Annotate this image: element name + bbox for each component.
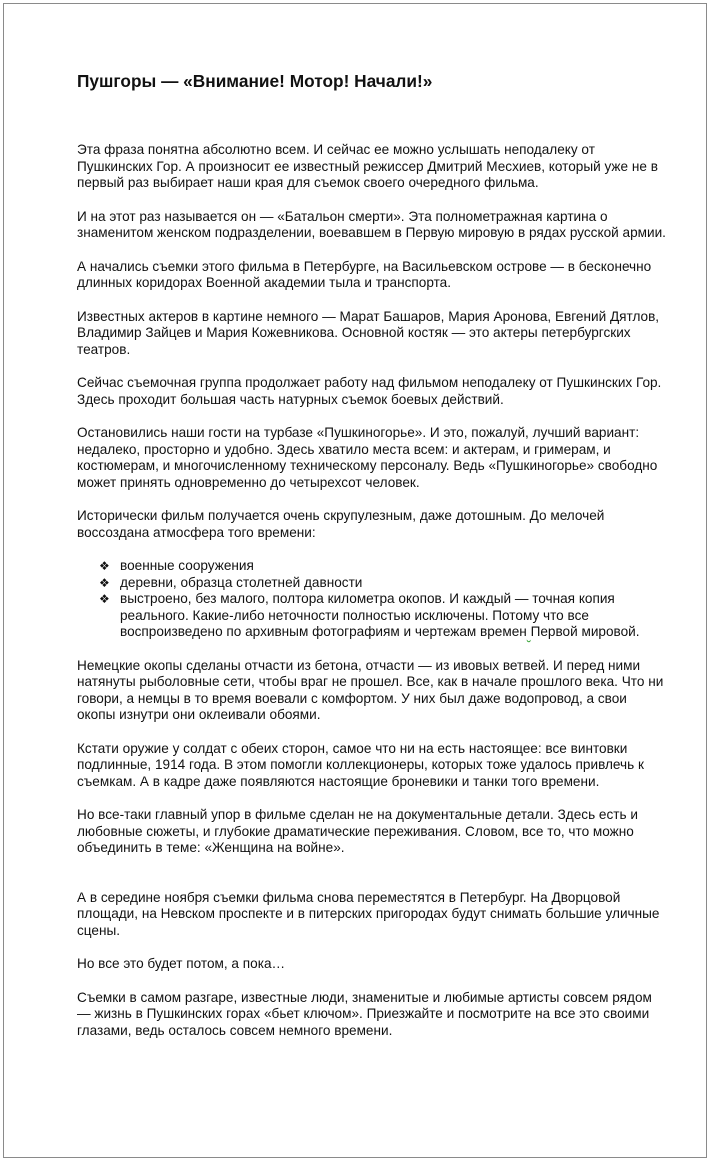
paragraph: Но все это будет потом, а пока… [77,956,286,971]
list-item [99,591,667,641]
list-item-text: деревни, образца столетней давности [120,574,363,590]
article-body [77,142,667,1056]
paragraph: Известных актеров в картине немного — Марат Башаров, Мария Аронова, Евгений Дятлов, Владимир Зайцев и Мария Кожевникова. Основной костяк — это актеры петербургских театров. [77,308,660,357]
article-title: Пушгоры — «Внимание! Мотор! Начали!» [77,71,433,91]
list-item-text: Первой [530,624,578,639]
paragraph: Но все-таки главный упор в фильме сделан не на документальные детали. Здесь есть и любовные сюжеты, и глубокие драматические переживания. Словом, все то, что можно объединить в теме: «Женщина на войне». [77,807,638,855]
list-item-text: мировой. [581,624,640,639]
paragraph: Эта фраза понятна абсолютно всем. И сейчас ее можно услышать неподалеку от Пушкинских Гор. А произносит ее известный режиссер Дмитрий Месхиев, который уже не в первый раз выбирает наши края для съемок своего очередного фильма. [77,142,658,190]
document-page [3,3,707,1158]
bullet-list [77,558,667,641]
paragraph: Немецкие окопы сделаны отчасти из бетона, отчасти — из ивовых ветвей. И перед ними натянуты рыболовные сети, чтобы враг не прошел. Все, как в начале прошлого века. Что ни говори, а немцы в то время воевали с комфортом. У них был даже водопровод, а свои окопы изнутри они оклеивали обоями. [77,657,664,722]
paragraph: А начались съемки этого фильма в Петербурге, на Васильевском острове — в бесконечно длинных коридорах Военной академии тыла и транспорта. [77,258,652,290]
paragraph: А в середине ноября съемки фильма снова переместятся в Петербург. На Дворцовой площади, на Невском проспекте и в питерских пригородах будут снимать большие уличные сцены. [77,889,660,938]
paragraph: Сейчас съемочная группа продолжает работу над фильмом неподалеку от Пушкинских Гор. Здесь проходит большая часть натурных съемок боевых действий. [77,375,662,407]
diamond-bullet-icon: ❖ [99,559,110,573]
paragraph: Остановились наши гости на турбазе «Пушкиногорье». И это, пожалуй, лучший вариант: недалеко, просторно и удобно. Здесь хватило места всем: и актерам, и гримерам, и костюмерам, и многочисленному техническому персоналу. Ведь «Пушкиногорье» свободно может принять одновременно до четырехсот человек. [77,425,658,490]
diamond-bullet-icon: ❖ [99,592,110,606]
list-item [99,558,667,575]
paragraph: И на этот раз называется он — «Батальон смерти». Эта полнометражная картина о знаменитом женском подразделении, воевавшем в Первую мировую в рядах русской армии. [77,208,666,240]
list-item-text: выстроено, без малого, полтора километра окопов. И каждый — точная копия реального. Какие-либо неточности полностью исключены. Потому что все воспроизведено по архивным фотографиям и чертежам времен [120,591,615,639]
paragraph: Кстати оружие у солдат с обеих сторон, самое что ни на есть настоящее: все винтовки подлинные, 1914 года. В этом помогли коллекционеры, которых тоже удалось привлечь к съемкам. А в кадре даже появляются настоящие броневики и танки того времени. [77,740,644,789]
paragraph: Съемки в самом разгаре, известные люди, знаменитые и любимые артисты совсем рядом — жизнь в Пушкинских горах «бьет ключом». Приезжайте и посмотрите на все это своими глазами, ведь осталось совсем немного времени. [77,989,652,1038]
list-item-text: военные сооружения [120,558,254,573]
diamond-bullet-icon: ❖ [99,575,110,590]
list-item [99,574,667,592]
paragraph: Исторически фильм получается очень скрупулезным, даже дотошным. До мелочей воссоздана атмосфера того времени: [77,508,605,540]
